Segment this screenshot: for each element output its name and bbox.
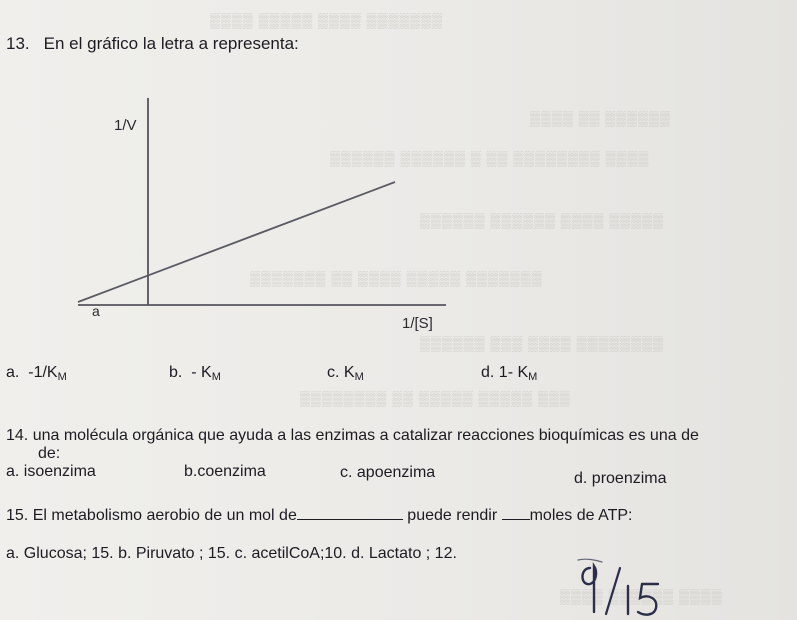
option-14-a[interactable]: a. isoenzima — [6, 463, 96, 480]
bleed-through-text: ▒▒▒▒ ▒▒▒▒▒ ▒▒▒▒ ▒▒▒▒▒▒▒ — [210, 12, 444, 28]
plot-line — [78, 182, 395, 302]
question-15-part1: 15. El metabolismo aerobio de un mol de — [6, 507, 297, 524]
y-axis-label: 1/V — [114, 117, 137, 134]
intercept-label-a: a — [92, 303, 100, 319]
handwritten-score — [576, 556, 676, 620]
bleed-through-text: ▒▒▒▒▒▒▒▒ ▒▒ ▒▒▒▒▒ ▒▒▒▒▒ ▒▒▒ — [300, 390, 571, 406]
question-text: En el gráfico la letra a representa: — [43, 34, 299, 53]
x-axis-label: 1/[S] — [402, 315, 433, 332]
blank-substrate[interactable] — [297, 505, 403, 520]
question-15-part3: moles de ATP: — [529, 507, 633, 524]
question-14-line2: de: — [38, 445, 61, 462]
option-14-c[interactable]: c. apoenzima — [340, 464, 436, 481]
lineweaver-burk-graph — [60, 88, 460, 338]
question-14-line1: 14. una molécula orgánica que ayuda a las enzimas a catalizar reacciones bioquímicas es una de — [6, 427, 699, 444]
option-13-b[interactable]: b. - $K_M$ — [169, 364, 221, 383]
option-14-d[interactable]: d. proenzima — [574, 470, 667, 487]
option-13-d[interactable]: d. 1- $K_M$ — [481, 364, 538, 383]
question-15-part2: puede rendir — [407, 507, 498, 524]
options-15[interactable]: a. Glucosa; 15. b. Piruvato ; 15. c. acetilCoA;10. d. Lactato ; 12. — [6, 545, 457, 562]
option-14-b[interactable]: b.coenzima — [184, 463, 266, 480]
bleed-through-text: ▒▒▒▒▒▒ ▒▒▒▒▒▒ ▒ ▒▒ ▒▒▒▒▒▒▒▒ ▒▒▒▒ — [330, 150, 650, 166]
blank-atp-count[interactable] — [502, 505, 530, 520]
question-number: 13. — [6, 34, 30, 53]
question-13 — [6, 34, 299, 54]
option-13-c[interactable]: c. $K_M$ — [327, 364, 364, 383]
bleed-through-text: ▒▒▒▒▒▒▒ ▒▒ ▒▒▒▒ ▒▒▒▒▒ ▒▒▒▒▒▒▒ — [250, 270, 543, 286]
question-15 — [6, 505, 632, 525]
bleed-through-text: ▒▒▒▒▒▒ ▒▒▒ ▒▒▒▒ ▒▒▒▒▒▒▒▒ — [420, 335, 664, 351]
bleed-through-text: ▒▒▒▒▒▒ ▒▒▒▒▒▒ ▒▒▒▒ ▒▒▒▒▒ — [420, 212, 664, 228]
option-13-a[interactable]: a. $-1/K_M$ — [6, 364, 67, 383]
bleed-through-text: ▒▒▒▒ ▒▒▒▒▒▒ ▒▒▒▒ — [560, 588, 723, 604]
bleed-through-text: ▒▒▒▒ ▒▒ ▒▒▒▒▒▒ — [530, 110, 671, 126]
